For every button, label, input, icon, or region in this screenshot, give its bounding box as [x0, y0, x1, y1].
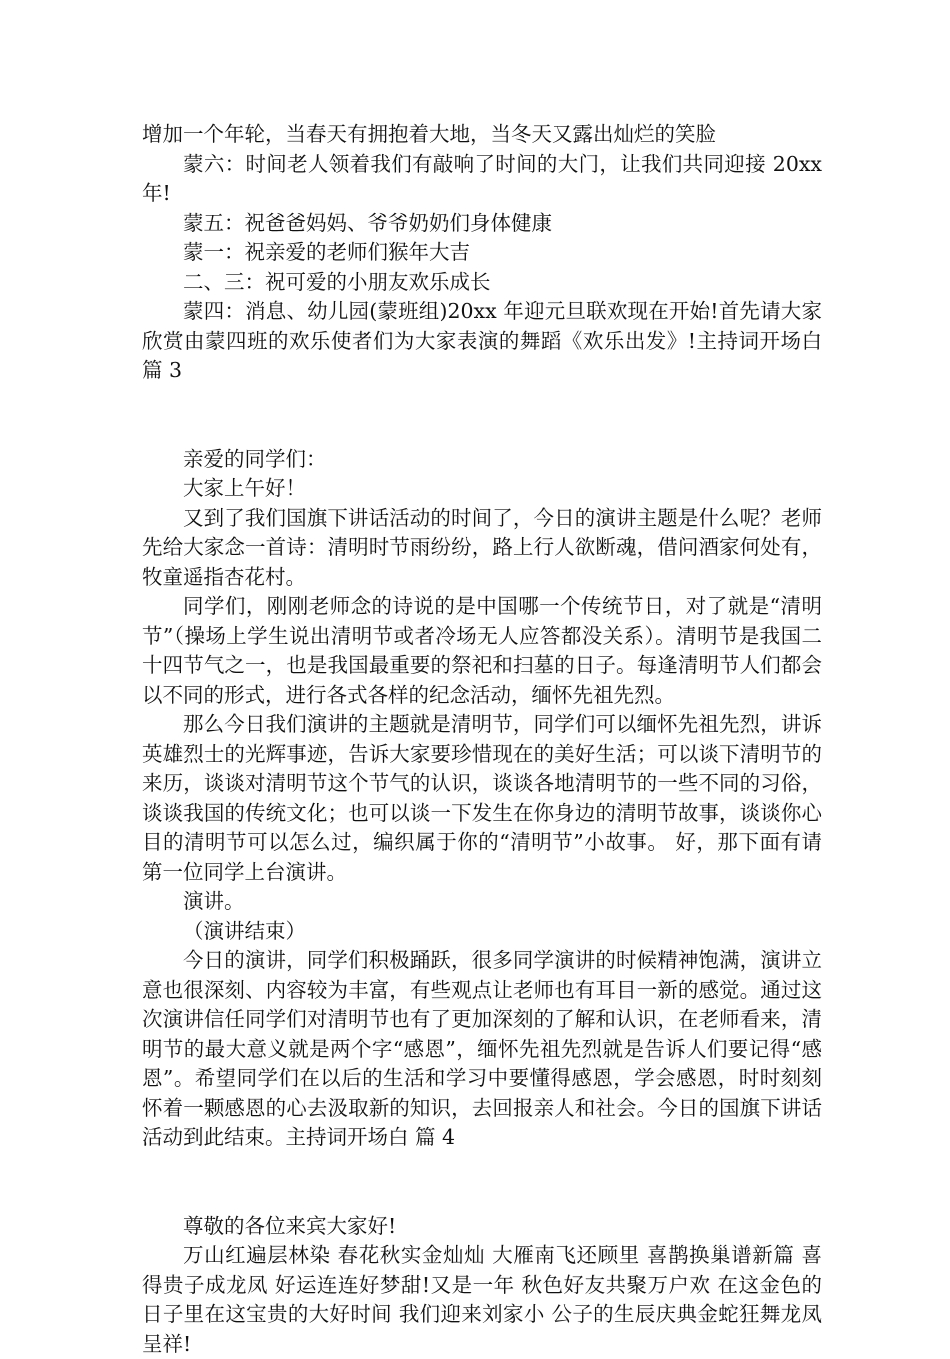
greeting: 大家上午好！ [183, 476, 306, 500]
paragraph-guests-greeting: 尊敬的各位来宾大家好! [183, 1213, 397, 1238]
paragraph-meng-one: 蒙一：祝亲爱的老师们猴年大吉 [183, 240, 470, 264]
paragraph-meng-four: 蒙四：消息、幼儿园(蒙班组)20xx 年迎元旦联欢现在开始!首先请大家欣赏由蒙四班的欢乐使者们为大家表演的舞蹈《欢乐出发》!主持词开场白 篇 3 [142, 299, 822, 382]
paragraph-two-three: 二、三：祝可爱的小朋友欢乐成长 [183, 269, 491, 294]
paragraph-opening: 又到了我们国旗下讲话活动的时间了，今日的演讲主题是什么呢？老师先给大家念一首诗：清明时节雨纷纷，路上行人欲断魂，借问酒家何处有，牧童遥指杏花村。 [142, 505, 822, 589]
paragraph-closing: 今日的演讲，同学们积极踊跃，很多同学演讲的时候精神饱满，演讲立意也很深刻、内容较为丰富，有些观点让老师也有耳目一新的感觉。通过这次演讲信任同学们对清明节也有了更加深刻的了解和认识，在老师看来，清明节的最大意义就是两个字“感恩”，缅怀先祖先烈就是告诉人们要记得“感恩”。希望同学们在以后的生活和学习中要懂得感恩，学会感恩，时时刻刻怀着一颗感恩的心去汲取新的知识，去回报亲人和社会。今日的国旗下讲话活动到此结束。主持词开场白 篇 4 [142, 948, 822, 1149]
paragraph-speech-end: （演讲结束） [183, 918, 306, 943]
paragraph-continuation: 增加一个年轮，当春天有拥抱着大地，当冬天又露出灿烂的笑脸 [142, 122, 716, 146]
paragraph-meng-six: 蒙六：时间老人领着我们有敲响了时间的大门，让我们共同迎接 20xx 年! [142, 151, 822, 205]
paragraph-qingming-intro: 同学们，刚刚老师念的诗说的是中国哪一个传统节日，对了就是“清明节”（操场上学生说出清明节或者冷场无人应答都没关系）。清明节是我国二十四节气之一，也是我国最重要的祭祀和扫墓的日子。每逢清明节人们都会以不同的形式，进行各式各样的纪念活动，缅怀先祖先烈。 [142, 594, 822, 707]
paragraph-speech: 演讲。 [183, 889, 245, 913]
document-page [142, 120, 822, 1359]
paragraph-celebration: 万山红遍层林染 春花秋实金灿灿 大雁南飞还顾里 喜鹊换巢谱新篇 喜得贵子成龙凤 好运连连好梦甜!又是一年 秋色好友共聚万户欢 在这金色的日子里在这宝贵的大好时间 我们迎来刘家小 公子的生辰庆典金蛇狂舞龙凤呈祥! [142, 1243, 822, 1356]
paragraph-speech-theme: 那么今日我们演讲的主题就是清明节，同学们可以缅怀先祖先烈，讲诉英雄烈士的光辉事迹，告诉大家要珍惜现在的美好生活；可以谈下清明节的来历，谈谈对清明节这个节气的认识，谈谈各地清明节的一些不同的习俗，谈谈我国的传统文化；也可以谈一下发生在你身边的清明节故事，谈谈你心目的清明节可以怎么过，编织属于你的“清明节”小故事。 好，那下面有请第一位同学上台演讲。 [142, 712, 822, 884]
section-spacer [142, 1153, 822, 1212]
section-spacer [142, 386, 822, 445]
salutation: 亲爱的同学们： [183, 446, 327, 471]
paragraph-meng-five: 蒙五：祝爸爸妈妈、爷爷奶奶们身体健康 [183, 210, 552, 235]
